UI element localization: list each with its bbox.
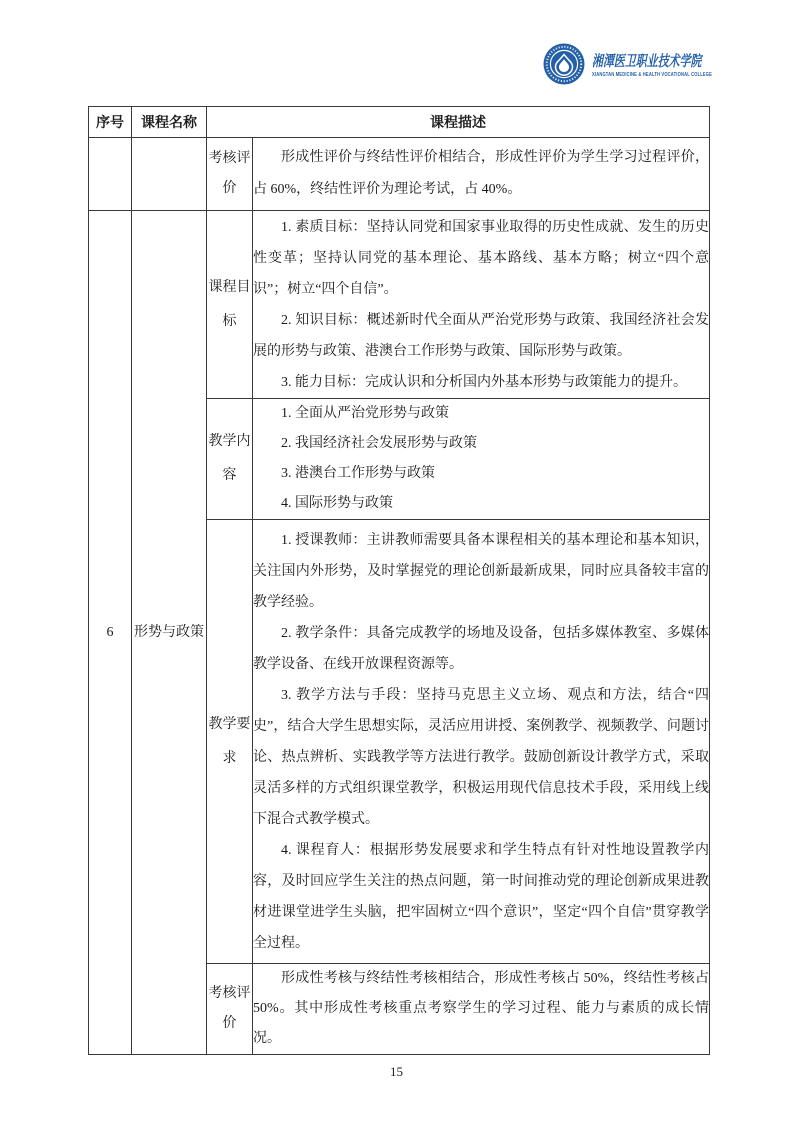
carryover-text-cell bbox=[253, 138, 710, 211]
section-label-content: 教学内容 bbox=[207, 399, 253, 520]
objective-paragraph: 1. 素质目标：坚持认同党和国家事业取得的历史性成就、发生的历史性变革；坚持认同党的基本理论、基本路线、基本方略；树立“四个意识”；树立“四个自信”。 bbox=[253, 219, 709, 297]
section-objectives-cell bbox=[253, 211, 710, 399]
page-number: 15 bbox=[390, 1064, 403, 1079]
content-item: 3. 港澳台工作形势与政策 bbox=[281, 466, 435, 481]
college-emblem-icon bbox=[543, 43, 585, 85]
requirement-paragraph: 4. 课程育人：根据形势发展要求和学生特点有针对性地设置教学内容，及时回应学生关注的热点问题，第一时间推动党的理论创新成果进教材进课堂进学生头脑，把牢固树立“四个意识”，坚定“四个自信”贯穿教学全过程。 bbox=[253, 842, 709, 951]
section-label-objectives: 课程目标 bbox=[207, 211, 253, 399]
content-item: 1. 全面从严治党形势与政策 bbox=[281, 406, 449, 421]
content-item: 4. 国际形势与政策 bbox=[281, 496, 393, 511]
section-assessment-cell bbox=[253, 964, 710, 1055]
carryover-index-cell bbox=[89, 138, 132, 211]
carryover-label: 考核评价 bbox=[207, 138, 253, 211]
requirement-paragraph: 2. 教学条件：具备完成教学的场地及设备，包括多媒体教室、多媒体教学设备、在线开放课程资源等。 bbox=[253, 625, 709, 672]
college-name-en: XIANGTAN MEDICINE & HEALTH VOCATIONAL COLLEGE bbox=[592, 72, 713, 78]
course-row-objectives bbox=[89, 211, 710, 399]
course-name: 形势与政策 bbox=[132, 211, 207, 1055]
carryover-row bbox=[89, 138, 710, 211]
section-label-assessment: 考核评价 bbox=[207, 964, 253, 1055]
requirement-paragraph: 3. 教学方法与手段：坚持马克思主义立场、观点和方法，结合“四史”，结合大学生思想实际，灵活应用讲授、案例教学、视频教学、问题讨论、热点辨析、实践教学等方法进行教学。鼓励创新设计教学方式，采取灵活多样的方式组织课堂教学，积极运用现代信息技术手段，采用线上线下混合式教学模式。 bbox=[253, 687, 709, 827]
college-name-block bbox=[592, 50, 713, 78]
header-course-desc: 课程描述 bbox=[207, 107, 710, 138]
content-item: 2. 我国经济社会发展形势与政策 bbox=[281, 436, 477, 451]
college-logo bbox=[543, 43, 713, 85]
course-description-table bbox=[88, 106, 710, 1055]
carryover-text: 形成性评价与终结性评价相结合，形成性评价为学生学习过程评价，占 60%，终结性评价为理论考试，占 40%。 bbox=[253, 150, 709, 197]
assessment-paragraph: 形成性考核与终结性考核相结合，形成性考核占 50%，终结性考核占 50%。其中形成性考核重点考察学生的学习过程、能力与素质的成长情况。 bbox=[253, 971, 709, 1046]
carryover-name-cell bbox=[132, 138, 207, 211]
course-index: 6 bbox=[89, 211, 132, 1055]
section-requirements-cell bbox=[253, 520, 710, 964]
requirement-paragraph: 1. 授课教师：主讲教师需要具备本课程相关的基本理论和基本知识，关注国内外形势，及时掌握党的理论创新最新成果，同时应具备较丰富的教学经验。 bbox=[253, 532, 709, 610]
college-name-cn: 湘潭医卫职业技术学院 bbox=[592, 54, 702, 70]
objective-paragraph: 3. 能力目标：完成认识和分析国内外基本形势与政策能力的提升。 bbox=[281, 374, 687, 390]
table-header-row bbox=[89, 107, 710, 138]
section-content-cell bbox=[253, 399, 710, 520]
header-index: 序号 bbox=[89, 107, 132, 138]
objective-paragraph: 2. 知识目标：概述新时代全面从严治党形势与政策、我国经济社会发展的形势与政策、港澳台工作形势与政策、国际形势与政策。 bbox=[253, 312, 709, 359]
section-label-requirements: 教学要求 bbox=[207, 520, 253, 964]
header-course-name: 课程名称 bbox=[132, 107, 207, 138]
